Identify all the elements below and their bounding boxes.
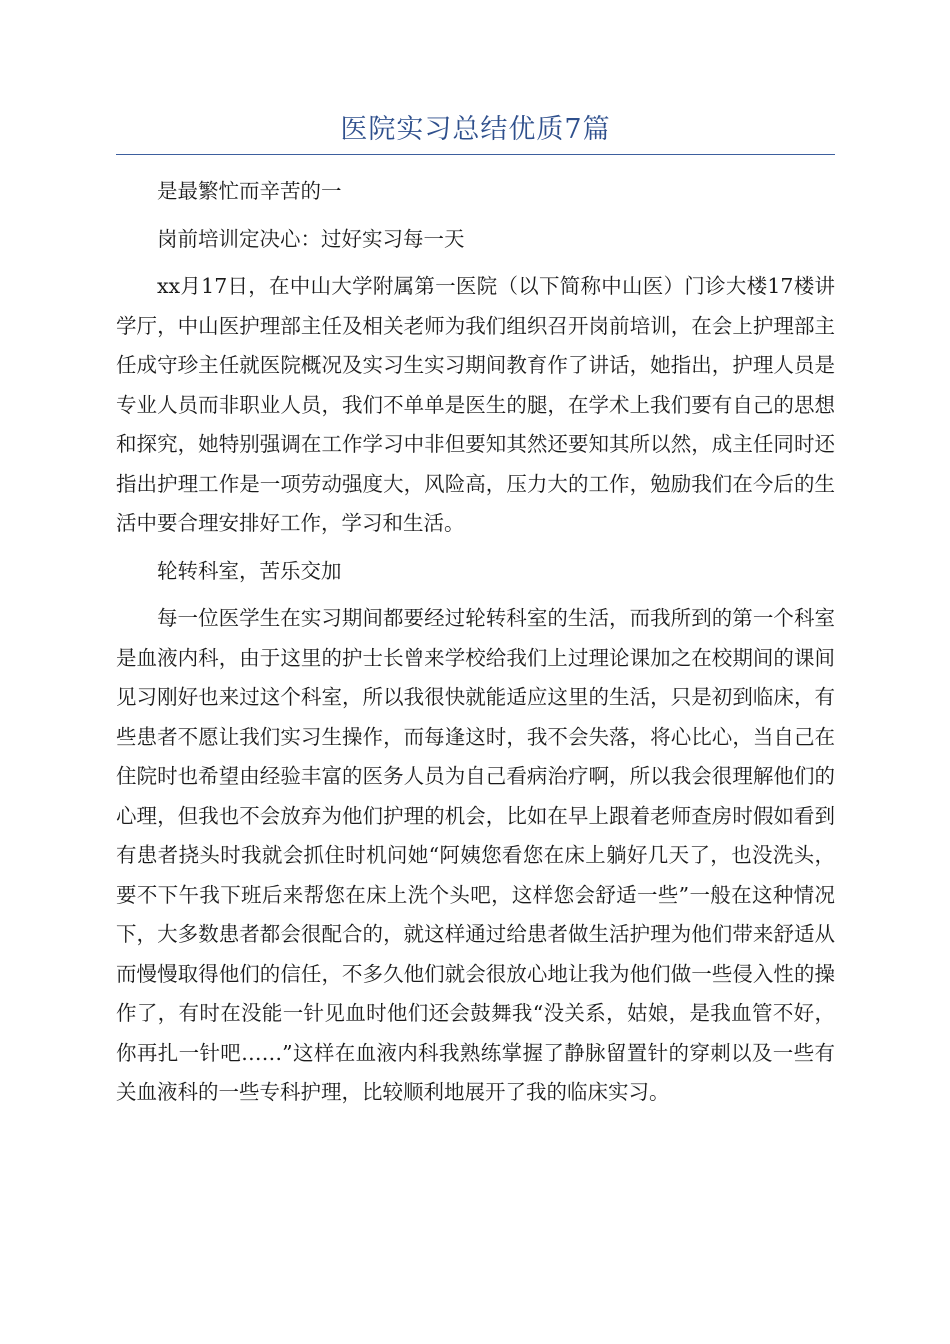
title-underline — [116, 154, 835, 155]
section-heading-department-rotation: 轮转科室，苦乐交加 — [157, 558, 342, 583]
paragraph-department-rotation: 每一位医学生在实习期间都要经过轮转科室的生活，而我所到的第一个科室是血液内科，由于这里的护士长曾来学校给我们上过理论课加之在校期间的课间见习刚好也来过这个科室，所以我很快就能适应这里的生活，只是初到临床，有些患者不愿让我们实习生操作，而每逢这时，我不会失落，将心比心，当自己在住院时也希望由经验丰富的医务人员为自己看病治疗啊，所以我会很理解他们的心理，但我也不会放弃为他们护理的机会，比如在早上跟着老师查房时假如看到有患者挠头时我就会抓住时机问她“阿姨您看您在床上躺好几天了，也没洗头，要不下午我下班后来帮您在床上洗个头吧，这样您会舒适一些”一般在这种情况下，大多数患者都会很配合的，就这样通过给患者做生活护理为他们带来舒适从而慢慢取得他们的信任，不多久他们就会很放心地让我为他们做一些侵入性的操作了，有时在没能一针见血时他们还会鼓舞我“没关系，姑娘，是我血管不好，你再扎一针吧……”这样在血液内科我熟练掌握了静脉留置针的穿刺以及一些有关血液科的一些专科护理，比较顺利地展开了我的临床实习。 — [116, 606, 835, 1104]
document-title: 医院实习总结优质7篇 — [340, 114, 611, 145]
section-heading-pre-job-training: 岗前培训定决心：过好实习每一天 — [157, 226, 465, 251]
paragraph-pre-job-training: xx月17日，在中山大学附属第一医院（以下简称中山医）门诊大楼17楼讲学厅，中山医护理部主任及相关老师为我们组织召开岗前培训，在会上护理部主任成守珍主任就医院概况及实习生实习期间教育作了讲话，她指出，护理人员是专业人员而非职业人员，我们不单单是医生的腿，在学术上我们要有自己的思想和探究，她特别强调在工作学习中非但要知其然还要知其所以然，成主任同时还指出护理工作是一项劳动强度大，风险高，压力大的工作，勉励我们在今后的生活中要合理安排好工作，学习和生活。 — [116, 274, 835, 535]
document-body — [116, 172, 835, 1121]
paragraph-intro-fragment: 是最繁忙而辛苦的一 — [157, 179, 342, 203]
